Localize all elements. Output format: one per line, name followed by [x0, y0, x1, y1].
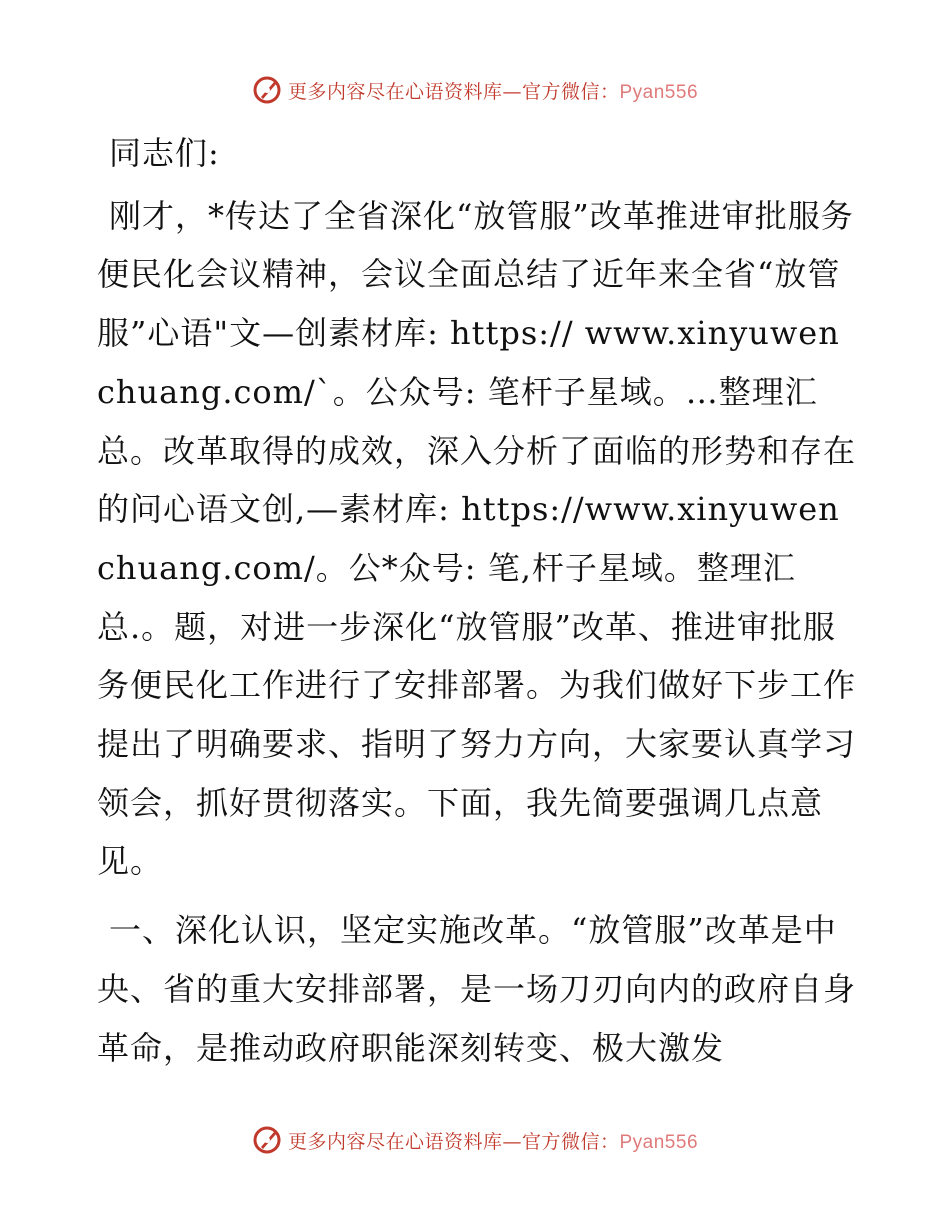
quill-logo-icon: [252, 75, 282, 105]
greeting: 同志们:: [109, 134, 220, 172]
quill-logo-icon: [252, 1125, 282, 1155]
wechat-id: Pyan556: [619, 81, 699, 103]
wechat-id: Pyan556: [619, 1131, 699, 1153]
banner-text: [288, 77, 698, 104]
banner-label: 更多内容尽在心语资料库—官方微信：: [287, 1130, 620, 1153]
footer-watermark-banner: [0, 1120, 950, 1160]
document-body: [97, 124, 857, 1087]
paragraph: 刚才，*传达了全省深化“放管服”改革推进审批服务便民化会议精神，会议全面总结了近年来全省“放管服”心语"文—创素材库: https:// www.xinyuwenchuang.com/`。公众号: 笔杆子星域。…整理汇总。改革取得的成效，深入分析了面临的形势和存在的问心语文创,—素材库: https://www.xinyuwenchuang.com/。公*众号: 笔,杆子星域。整理汇总.。题，对进一步深化“放管服”改革、推进审批服务便民化工作进行了安排部署。为我们做好下步工作提出了明确要求、指明了努力方向，大家要认真学习领会，抓好贯彻落实。下面，我先简要强调几点意见。: [97, 196, 857, 881]
paragraph: 一、深化认识，坚定实施改革。“放管服”改革是中央、省的重大安排部署，是一场刀刃向内的政府自身革命，是推动政府职能深刻转变、极大激发: [97, 911, 857, 1067]
banner-label: 更多内容尽在心语资料库—官方微信：: [287, 80, 620, 103]
header-watermark-banner: [0, 70, 950, 110]
banner-text: [288, 1127, 698, 1154]
